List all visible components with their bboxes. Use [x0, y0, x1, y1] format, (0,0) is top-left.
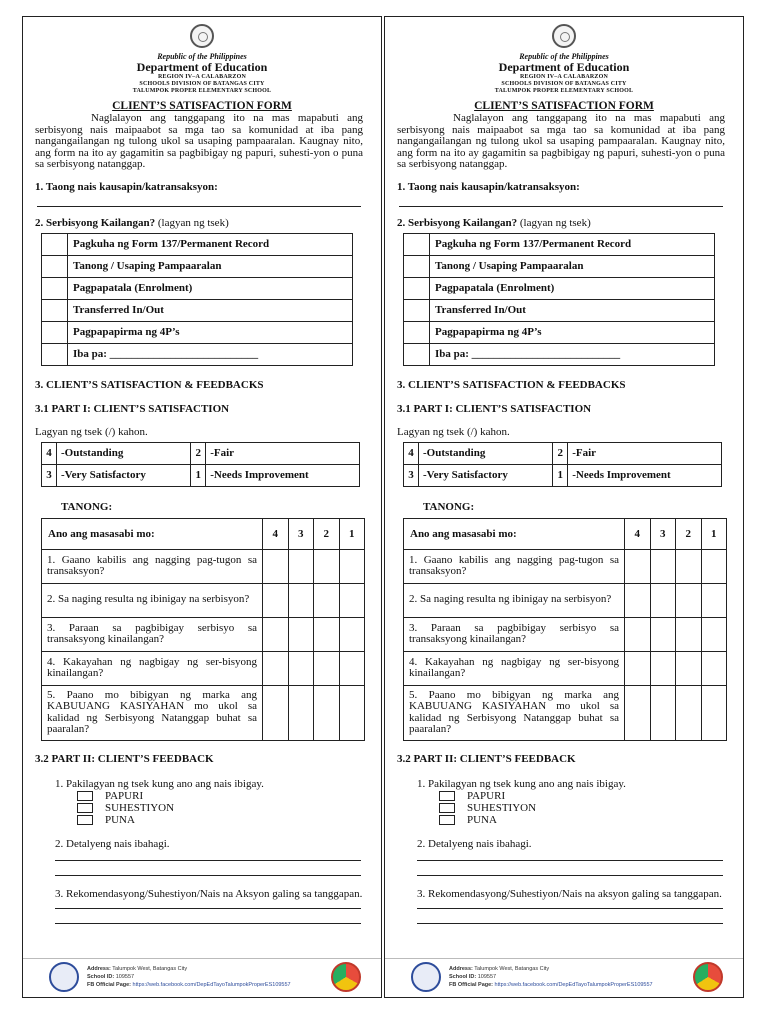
service-row [404, 277, 715, 299]
rating-cell[interactable] [288, 617, 313, 651]
service-row [404, 321, 715, 343]
option-checkbox[interactable] [77, 815, 93, 825]
scale-num: 4 [404, 442, 419, 464]
q1-answer-line[interactable] [399, 206, 723, 207]
service-checkbox[interactable] [42, 321, 68, 343]
answer-line[interactable] [55, 850, 361, 861]
service-checkbox[interactable] [404, 255, 430, 277]
division-text: SCHOOLS DIVISION OF BATANGAS CITY [501, 81, 627, 87]
question-row [404, 651, 727, 685]
feedback-q1: 1. Pakilagyan ng tsek kung ano ang nais ibigay. [55, 777, 264, 790]
scale-label: -Outstanding [419, 442, 553, 464]
footer [23, 958, 381, 997]
republic-text: Republic of the Philippines [519, 52, 609, 61]
option-checkbox[interactable] [77, 791, 93, 801]
question-text: 1. Gaano kabilis ang nagging pag-tugon sa transaksyon? [404, 549, 625, 583]
rating-cell[interactable] [314, 651, 339, 685]
q1-label: 1. Taong nais kausapin/katransaksyon: [35, 180, 218, 193]
rating-cell[interactable] [339, 685, 365, 740]
answer-line[interactable] [417, 900, 723, 909]
service-label: Pagkuha ng Form 137/Permanent Record [430, 233, 715, 255]
service-row [42, 277, 353, 299]
rating-cell[interactable] [288, 583, 313, 617]
scale-num: 1 [553, 464, 568, 486]
rating-cell[interactable] [288, 549, 313, 583]
part1-title: 3.1 PART I: CLIENT’S SATISFACTION [35, 402, 230, 415]
rating-col-header: 4 [263, 518, 288, 549]
question-row [42, 617, 365, 651]
part1-title: 3.1 PART I: CLIENT’S SATISFACTION [397, 402, 592, 415]
feedback-option [77, 814, 381, 826]
school-logo-icon [411, 962, 441, 992]
letterhead [23, 17, 381, 95]
question-row [42, 583, 365, 617]
rating-cell[interactable] [263, 617, 288, 651]
tanong-label: TANONG: [423, 500, 475, 513]
service-checkbox[interactable] [404, 233, 430, 255]
question-text: 2. Sa naging resulta ng ibinigay na serbisyon? [404, 583, 625, 617]
department-text: Department of Education [136, 60, 268, 74]
question-text: 1. Gaano kabilis ang nagging pag-tugon sa transaksyon? [42, 549, 263, 583]
scale-label: -Fair [568, 442, 722, 464]
questions-table [41, 518, 365, 741]
service-row [404, 255, 715, 277]
part1-instruction: Lagyan ng tsek (/) kahon. [35, 425, 148, 438]
q2-label: 2. Serbisyong Kailangan? (lagyan ng tsek) [35, 216, 229, 229]
feedback-option [439, 790, 743, 802]
rating-cell[interactable] [339, 583, 365, 617]
service-row [42, 255, 353, 277]
feedback-q1: 1. Pakilagyan ng tsek kung ano ang nais ibigay. [417, 777, 626, 790]
fb-page-link[interactable]: https://web.facebook.com/DepEdTayoTalumpokProperES109557 [494, 982, 653, 988]
scale-label: -Fair [206, 442, 360, 464]
scale-label: -Outstanding [57, 442, 191, 464]
question-row [404, 549, 727, 583]
rating-cell[interactable] [701, 685, 727, 740]
question-text: 5. Paano mo bibigyan ng marka ang KABUUANG KASIYAHAN mo ukol sa kalidad ng Serbisyong Natanggap buhat sa paaralan? [42, 685, 263, 740]
service-label: Transferred In/Out [68, 299, 353, 321]
service-label: Pagpapatala (Enrolment) [430, 277, 715, 299]
question-row [404, 685, 727, 740]
service-checkbox[interactable] [42, 299, 68, 321]
rating-cell[interactable] [339, 549, 365, 583]
division-text: SCHOOLS DIVISION OF BATANGAS CITY [139, 81, 265, 87]
option-checkbox[interactable] [439, 803, 455, 813]
rating-cell[interactable] [288, 685, 313, 740]
scale-label: -Needs Improvement [568, 464, 722, 486]
option-checkbox[interactable] [439, 815, 455, 825]
scale-num: 1 [191, 464, 206, 486]
service-row [404, 299, 715, 321]
option-label: PUNA [467, 813, 497, 826]
rating-cell[interactable] [314, 617, 339, 651]
rating-col-header: 3 [650, 518, 675, 549]
part1-instruction: Lagyan ng tsek (/) kahon. [397, 425, 510, 438]
question-text: 3. Paraan sa pagbibigay serbisyo sa transaksyong kinailangan? [404, 617, 625, 651]
option-checkbox[interactable] [77, 803, 93, 813]
division-logo-icon [331, 962, 361, 992]
scale-num: 3 [42, 464, 57, 486]
tanong-label: TANONG: [61, 500, 113, 513]
rating-cell[interactable] [263, 549, 288, 583]
question-text: 4. Kakayahan ng nagbigay ng ser-bisyong kinailangan? [42, 651, 263, 685]
rating-cell[interactable] [263, 685, 288, 740]
school-text: TALUMPOK PROPER ELEMENTARY SCHOOL [132, 88, 272, 94]
feedback-option [77, 790, 381, 802]
services-table [41, 233, 353, 366]
region-text: REGION IV–A CALABARZON [519, 74, 609, 80]
service-checkbox[interactable] [404, 343, 430, 365]
feedback-option [77, 802, 381, 814]
rating-scale-table [403, 442, 722, 487]
rating-cell[interactable] [314, 549, 339, 583]
school-logo-icon [49, 962, 79, 992]
service-label: Pagpapapirma ng 4P’s [430, 321, 715, 343]
rating-scale-table [41, 442, 360, 487]
service-label: Tanong / Usaping Pampaaralan [430, 255, 715, 277]
q2-label: 2. Serbisyong Kailangan? (lagyan ng tsek) [397, 216, 591, 229]
answer-line[interactable] [55, 900, 361, 909]
service-row [404, 343, 715, 365]
feedback-option [439, 814, 743, 826]
service-checkbox[interactable] [42, 255, 68, 277]
form-title: CLIENT’S SATISFACTION FORM [474, 100, 654, 112]
questions-header: Ano ang masasabi mo: [404, 518, 625, 549]
option-label: PAPURI [467, 789, 506, 802]
answer-line[interactable] [417, 861, 723, 876]
rating-cell[interactable] [314, 685, 339, 740]
rating-col-header: 1 [701, 518, 727, 549]
services-table [403, 233, 715, 366]
rating-cell[interactable] [650, 617, 675, 651]
service-label: Iba pa: ___________________________ [68, 343, 353, 365]
rating-cell[interactable] [650, 549, 675, 583]
q1-label: 1. Taong nais kausapin/katransaksyon: [397, 180, 580, 193]
rating-cell[interactable] [625, 685, 650, 740]
answer-line[interactable] [55, 909, 361, 924]
department-text: Department of Education [498, 60, 630, 74]
service-label: Pagpapatala (Enrolment) [68, 277, 353, 299]
school-text: TALUMPOK PROPER ELEMENTARY SCHOOL [494, 88, 634, 94]
questions-table [403, 518, 727, 741]
rating-col-header: 2 [676, 518, 701, 549]
rating-cell[interactable] [650, 685, 675, 740]
option-label: SUHESTIYON [105, 801, 175, 814]
service-row [42, 299, 353, 321]
rating-cell[interactable] [676, 685, 701, 740]
questions-header: Ano ang masasabi mo: [42, 518, 263, 549]
rating-cell[interactable] [625, 549, 650, 583]
rating-cell[interactable] [625, 583, 650, 617]
region-text: REGION IV–A CALABARZON [157, 74, 247, 80]
rating-cell[interactable] [676, 549, 701, 583]
option-label: PUNA [105, 813, 135, 826]
scale-num: 3 [404, 464, 419, 486]
option-label: SUHESTIYON [467, 801, 537, 814]
rating-cell[interactable] [650, 651, 675, 685]
option-checkbox[interactable] [439, 791, 455, 801]
rating-col-header: 2 [314, 518, 339, 549]
service-checkbox[interactable] [404, 277, 430, 299]
service-row [404, 233, 715, 255]
rating-cell[interactable] [701, 583, 727, 617]
service-row [42, 233, 353, 255]
rating-cell[interactable] [676, 617, 701, 651]
service-checkbox[interactable] [42, 343, 68, 365]
fb-page-link[interactable]: https://web.facebook.com/DepEdTayoTalumpokProperES109557 [132, 982, 291, 988]
service-label: Transferred In/Out [430, 299, 715, 321]
rating-cell[interactable] [676, 583, 701, 617]
letterhead [385, 17, 743, 95]
form-sheet-right [384, 16, 744, 998]
feedback-q2: 2. Detalyeng nais ibahagi. [417, 837, 532, 850]
section3-title: 3. CLIENT’S SATISFACTION & FEEDBACKS [35, 378, 264, 391]
service-label: Tanong / Usaping Pampaaralan [68, 255, 353, 277]
service-checkbox[interactable] [404, 321, 430, 343]
form-sheet-left [22, 16, 382, 998]
division-logo-icon [693, 962, 723, 992]
service-row [42, 321, 353, 343]
form-intro: Naglalayon ang tanggapang ito na mas mapabuti ang serbisyong nais maipaabot sa mga tao sa komunidad at iba pang nangangailangan ng tulong ukol sa usaping pampaaralan. Kaugnay nito, ang form na ito ay gagamitin sa pagbibigay ng papuri, suhesti-yon o puna sa serbisyong natanggap. [35, 112, 363, 170]
footer-text: Address: Talumpok West, Batangas City School ID: 109557 FB Official Page: https://web.facebook.com/DepEdTayoTalumpokProperES109557 [87, 966, 291, 988]
question-text: 5. Paano mo bibigyan ng marka ang KABUUANG KASIYAHAN mo ukol sa kalidad ng Serbisyong Natanggap buhat sa paaralan? [404, 685, 625, 740]
rating-cell[interactable] [263, 583, 288, 617]
footer-text: Address: Talumpok West, Batangas City School ID: 109557 FB Official Page: https://web.facebook.com/DepEdTayoTalumpokProperES109557 [449, 966, 653, 988]
service-checkbox[interactable] [404, 299, 430, 321]
form-title: CLIENT’S SATISFACTION FORM [112, 100, 292, 112]
question-text: 3. Paraan sa pagbibigay serbisyo sa transaksyong kinailangan? [42, 617, 263, 651]
scale-num: 4 [42, 442, 57, 464]
rating-cell[interactable] [288, 651, 313, 685]
service-label: Pagpapapirma ng 4P’s [68, 321, 353, 343]
rating-col-header: 1 [339, 518, 365, 549]
rating-cell[interactable] [339, 651, 365, 685]
q1-answer-line[interactable] [37, 206, 361, 207]
question-row [42, 549, 365, 583]
form-intro: Naglalayon ang tanggapang ito na mas mapabuti ang serbisyong nais maipaabot sa mga tao sa komunidad at iba pang nangangailangan ng tulong ukol sa usaping pampaaralan. Kaugnay nito, ang form na ito ay gagamitin sa pagbibigay ng papuri, suhesti-yon o puna sa serbisyong natanggap. [397, 112, 725, 170]
rating-cell[interactable] [339, 617, 365, 651]
scale-label: -Very Satisfactory [419, 464, 553, 486]
part2-title: 3.2 PART II: CLIENT’S FEEDBACK [35, 752, 214, 765]
rating-cell[interactable] [263, 651, 288, 685]
answer-line[interactable] [417, 909, 723, 924]
service-checkbox[interactable] [42, 233, 68, 255]
scale-num: 2 [191, 442, 206, 464]
service-row [42, 343, 353, 365]
feedback-q3: 3. Rekomendasyong/Suhestiyon/Nais na aksyon galing sa tanggapan. [417, 887, 722, 900]
question-row [42, 685, 365, 740]
question-text: 4. Kakayahan ng nagbigay ng ser-bisyong kinailangan? [404, 651, 625, 685]
scale-label: -Very Satisfactory [57, 464, 191, 486]
rating-cell[interactable] [650, 583, 675, 617]
service-checkbox[interactable] [42, 277, 68, 299]
question-row [404, 617, 727, 651]
option-label: PAPURI [105, 789, 144, 802]
part2-title: 3.2 PART II: CLIENT’S FEEDBACK [397, 752, 576, 765]
feedback-q2: 2. Detalyeng nais ibahagi. [55, 837, 170, 850]
rating-cell[interactable] [701, 651, 727, 685]
footer [385, 958, 743, 997]
deped-seal-icon [190, 24, 214, 48]
scale-label: -Needs Improvement [206, 464, 360, 486]
deped-seal-icon [552, 24, 576, 48]
question-row [42, 651, 365, 685]
rating-col-header: 3 [288, 518, 313, 549]
rating-cell[interactable] [676, 651, 701, 685]
rating-col-header: 4 [625, 518, 650, 549]
rating-cell[interactable] [701, 617, 727, 651]
answer-line[interactable] [417, 850, 723, 861]
rating-cell[interactable] [625, 651, 650, 685]
service-label: Iba pa: ___________________________ [430, 343, 715, 365]
question-row [404, 583, 727, 617]
scale-num: 2 [553, 442, 568, 464]
answer-line[interactable] [55, 861, 361, 876]
rating-cell[interactable] [701, 549, 727, 583]
rating-cell[interactable] [625, 617, 650, 651]
section3-title: 3. CLIENT’S SATISFACTION & FEEDBACKS [397, 378, 626, 391]
feedback-q3: 3. Rekomendasyong/Suhestiyon/Nais na Aksyon galing sa tanggapan. [55, 887, 363, 900]
question-text: 2. Sa naging resulta ng ibinigay na serbisyon? [42, 583, 263, 617]
feedback-option [439, 802, 743, 814]
rating-cell[interactable] [314, 583, 339, 617]
republic-text: Republic of the Philippines [157, 52, 247, 61]
service-label: Pagkuha ng Form 137/Permanent Record [68, 233, 353, 255]
